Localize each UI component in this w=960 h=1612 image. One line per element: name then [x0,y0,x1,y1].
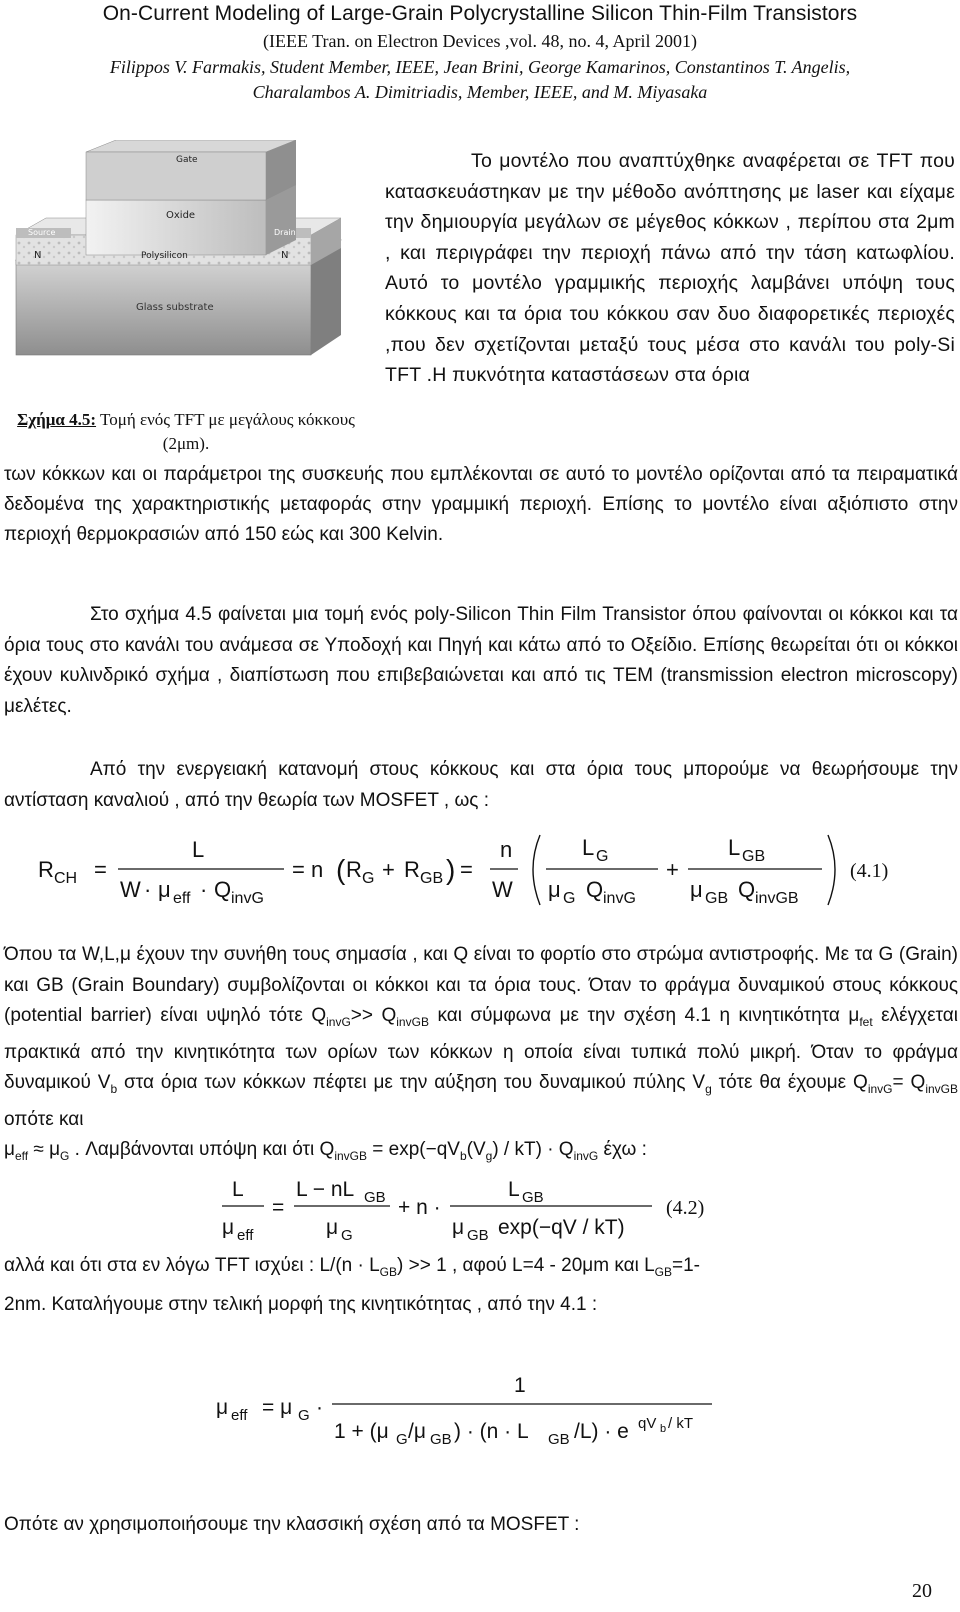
svg-text:/μ: /μ [408,1420,426,1443]
journal-reference: (IEEE Tran. on Electron Devices ,vol. 48, no. 4, April 2001) [263,31,697,51]
gate-label: Gate [176,155,198,165]
svg-text:L: L [728,835,741,860]
svg-text:G: G [362,870,375,887]
svg-text:GB: GB [548,1431,570,1448]
svg-text:·: · [144,877,152,902]
final-form-intro: 2nm. Καταλήγουμε στην τελική μορφή της κινητικότητας , από την 4.1 : [4,1294,598,1315]
svg-text:GB: GB [742,848,766,865]
svg-text:L: L [582,835,595,860]
svg-text:μ: μ [452,1216,465,1239]
svg-text:GB: GB [364,1189,386,1206]
svg-text:qV: qV [638,1415,657,1432]
caption-label: Σχήμα 4.5: [17,410,97,429]
svg-text:G: G [596,848,609,865]
svg-text:W: W [492,877,513,902]
paragraph-model-parameters: των κόκκων και οι παράμετροι της συσκευής που εμπλέκονται σε αυτό το μοντέλο ορίζονται από τα πειραματικά δεδομένα της χαρακτηριστικής μεταφοράς στην γραμμική περιοχή. Επίσης το μοντέλο είναι αξιόπιστο στην περιοχή θερμοκρασιών από 150 εώς και 300 Kelvin. [4,464,958,545]
oxide-label: Oxide [166,210,196,221]
svg-text:G: G [563,890,576,907]
svg-text:invG: invG [231,890,264,907]
figure-caption [5,408,367,456]
svg-text:Q: Q [738,877,756,902]
svg-text:eff: eff [173,890,191,907]
svg-text:L: L [192,837,205,862]
equation-4-1 [38,825,918,915]
svg-text:L − nL: L − nL [296,1178,355,1201]
svg-text:W: W [120,877,141,902]
svg-text:Q: Q [214,877,232,902]
svg-text:= μ: = μ [262,1396,293,1419]
svg-text:eff: eff [231,1407,248,1424]
svg-text:L: L [232,1178,244,1201]
svg-text:n: n [500,837,513,862]
paragraph-model-intro: Το μοντέλο που αναπτύχθηκε αναφέρεται σε TFT που κατασκευάστηκαν με την μέθοδο ανόπτησης με laser και είχαμε την δημιουργία μεγάλων σε μέγεθος κόκκων , περίπου στα 2μm , και περιγράφει την περιοχή πάνω από την τάση κατωφλίου. Αυτό το μοντέλο γραμμικής περιοχής λαμβάνει υπόψη τους κόκκους και τα όρια του κόκκου σαν δυο διαφορετικές περιοχές ,που δεν σχετίζονται μεταξύ τους μέσα στο κανάλι του poly-Si TFT .Η πυκνότητα καταστάσεων στα όρια [385,150,955,387]
svg-text:μ: μ [326,1216,339,1239]
glass-substrate-label: Glass substrate [136,302,214,313]
condition-line: αλλά και ότι στα εν λόγω TFT ισχύει : $L/(n \cdot L_{GB}) >> 1$ , αφού L=4 - 20μm και $L_{GB}=1-$ [4,1255,701,1279]
svg-text:GB: GB [705,890,729,907]
svg-text:invGB: invGB [755,890,799,907]
svg-text:invG: invG [603,890,636,907]
svg-text:G: G [396,1431,408,1448]
svg-text:R: R [346,857,362,882]
n-plus-left-label: N [34,250,42,261]
svg-text:GB: GB [430,1431,452,1448]
paragraph-figure-description: Στο σχήμα 4.5 φαίνεται μια τομή ενός poly-Silicon Thin Film Transistor όπου φαίνονται οι κόκκοι και τα όρια τους στο κανάλι του ανάμεσα σε Υποδοχή και Πηγή και κάτω από το Οξείδιο. Επίσης θεωρείται ότι οι κόκκοι έχουν κυλινδρικό σχήμα , διαπίστωση που επιβεβαιώνεται και από τις TEM (transmission electron microscopy) μελέτες. [4,604,958,717]
svg-text:(4.1): (4.1) [850,860,889,882]
svg-text:1: 1 [514,1374,526,1397]
svg-text:/ kT: / kT [668,1415,693,1432]
svg-text:R: R [404,857,420,882]
svg-text:=: = [460,857,473,882]
paragraph-channel-resistance: Από την ενεργειακή κατανομή στους κόκκους και στα όρια τους μπορούμε να θεωρήσουμε την αντίσταση καναλιού , από την θεωρία των MOSFET , ως : [4,759,958,811]
authors-line-1: Filippos V. Farmakis, Student Member, IEEE, Jean Brini, George Kamarinos, Constantinos T. Angelis, [109,57,851,77]
equation-mobility-final [212,1362,752,1452]
svg-text:·: · [200,877,208,902]
author-list [0,55,960,105]
page-number: 20 [912,1580,932,1602]
svg-text:(: ( [336,854,346,885]
tft-cross-section-drawing [6,140,346,370]
svg-text:eff: eff [237,1227,254,1244]
svg-text:exp(−qV / kT): exp(−qV / kT) [498,1216,625,1239]
tft-cross-section-figure [6,140,346,370]
svg-text:= n: = n [292,857,324,882]
svg-text:+: + [382,857,395,882]
paragraph-mobility-discussion: Όπου τα W,L,μ έχουν την συνήθη τους σημασία , και Q είναι το φορτίο στο στρώμα αντιστροφής. Με τα G (Grain) και GB (Grain Boundary) συμβολίζονται οι κόκκοι και τα όρια τους. Όταν το φράγμα δυναμικού στους κόκκους (potential barrier) είναι υψηλό τότε $Q_{invG}>> Q_{invGB}$ και σύμφωνα με την σχέση 4.1 η κινητικότητα $\mu_{fet}$ ελέγχεται πρακτικά από την κινητικότητα των ορίων των κόκκων η οποία είναι τυπικά πολύ μικρή. Όταν το φράγμα δυναμικού $V_b$ στα όρια των κόκκων πέφτει με την αύξηση του δυναμικού πύλης $V_g$ τότε θα έχουμε $Q_{invG}= Q_{invGB}$ οπότε και $\mu_{eff} \approx \mu_G$ . Λαμβάνονται υπόψη και ότι $Q_{invGB} = \exp(-qV_b(V_g) / kT) \cdot Q_{invG}$ έχω : [4,944,958,1163]
svg-text:=: = [272,1196,285,1219]
paper-title: On-Current Modeling of Large-Grain Polycrystalline Silicon Thin-Film Transistors [102,2,858,25]
svg-text:μ: μ [158,877,171,902]
svg-text:μ: μ [222,1216,235,1239]
svg-text:): ) [446,854,456,885]
svg-text:Q: Q [586,877,604,902]
svg-text:GB: GB [467,1227,489,1244]
svg-text:1 + (μ: 1 + (μ [334,1420,389,1443]
svg-text:μ: μ [548,877,561,902]
caption-text: Τομή ενός TFT με μεγάλους κόκκους (2μm). [96,410,355,453]
svg-text:+ n ·: + n · [398,1196,441,1219]
svg-text:G: G [298,1407,310,1424]
drain-label: Drain [274,228,296,237]
polysilicon-label: Polysilicon [141,251,188,261]
svg-text:R: R [38,857,54,882]
svg-text:=: = [94,857,107,882]
authors-line-2: Charalambos A. Dimitriadis, Member, IEEE, and M. Miyasaka [252,82,708,102]
source-label: Source [28,228,56,237]
mosfet-relation-intro: Οπότε αν χρησιμοποιήσουμε την κλασσική σχέση από τα MOSFET : [4,1514,580,1535]
svg-text:L: L [508,1178,520,1201]
svg-text:+: + [666,857,679,882]
svg-text:μ: μ [690,877,703,902]
svg-text:μ: μ [216,1396,229,1419]
svg-text:CH: CH [54,870,78,887]
n-plus-right-label: N [281,250,289,261]
svg-text:) · (n · L: ) · (n · L [454,1420,529,1443]
svg-text:G: G [341,1227,353,1244]
svg-text:/L) · e: /L) · e [574,1420,629,1443]
equation-4-2 [218,1172,738,1252]
svg-text:GB: GB [522,1189,544,1206]
svg-text:b: b [660,1423,667,1435]
svg-text:·: · [316,1396,323,1419]
svg-text:(4.2): (4.2) [666,1197,705,1219]
svg-text:GB: GB [420,870,444,887]
